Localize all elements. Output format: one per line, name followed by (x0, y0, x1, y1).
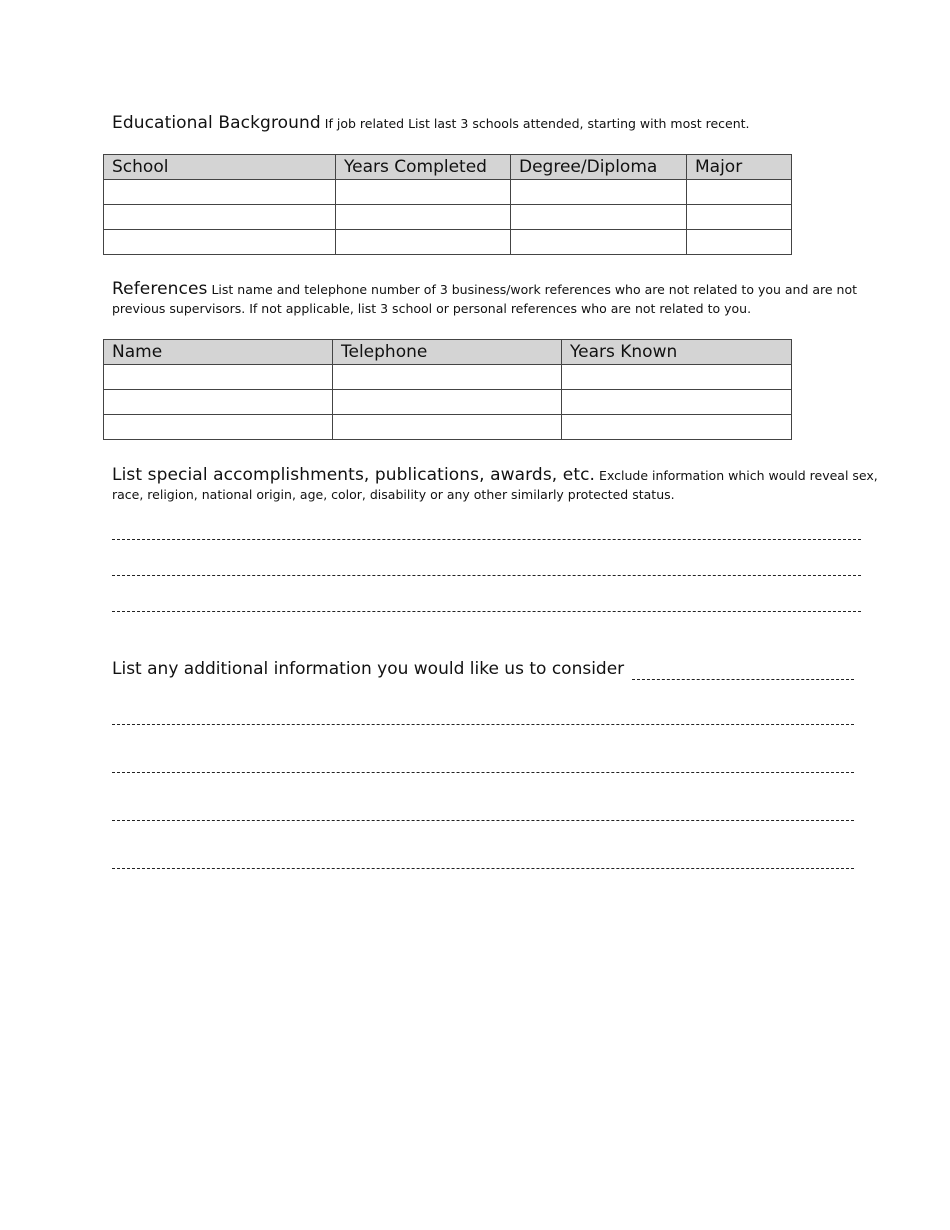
additional-info-line[interactable] (112, 820, 854, 821)
education-title: Educational Background (112, 113, 321, 133)
additional-info-label: List any additional information you would like us to consider (112, 659, 625, 679)
education-table (103, 154, 792, 255)
years-completed-cell[interactable] (336, 180, 511, 205)
table-row (104, 415, 792, 440)
column-header-years-completed: Years Completed (336, 155, 511, 180)
column-header-name: Name (104, 340, 333, 365)
table-row (104, 230, 792, 255)
references-note: List name and telephone number of 3 business/work references who are not related to you and are not previous supervisors. If not applicable, list 3 school or personal references who are not related to you. (112, 282, 858, 316)
references-heading (112, 280, 902, 318)
additional-info-row (112, 658, 854, 680)
additional-info-line[interactable] (112, 772, 854, 773)
years-completed-cell[interactable] (336, 230, 511, 255)
major-cell[interactable] (687, 180, 792, 205)
name-cell[interactable] (104, 365, 333, 390)
column-header-major: Major (687, 155, 792, 180)
school-cell[interactable] (104, 205, 336, 230)
accomplishments-heading (112, 466, 902, 504)
table-row (104, 365, 792, 390)
accomplishments-title: List special accomplishments, publications, awards, etc. (112, 465, 596, 485)
major-cell[interactable] (687, 230, 792, 255)
major-cell[interactable] (687, 205, 792, 230)
degree-diploma-cell[interactable] (511, 205, 687, 230)
column-header-years-known: Years Known (562, 340, 792, 365)
education-heading (112, 114, 902, 133)
references-table (103, 339, 792, 440)
years-known-cell[interactable] (562, 415, 792, 440)
education-note: If job related List last 3 schools attended, starting with most recent. (324, 116, 750, 131)
years-known-cell[interactable] (562, 390, 792, 415)
references-header-row (104, 340, 792, 365)
telephone-cell[interactable] (333, 365, 562, 390)
column-header-telephone: Telephone (333, 340, 562, 365)
accomplishments-line[interactable] (112, 539, 861, 540)
name-cell[interactable] (104, 390, 333, 415)
additional-info-line[interactable] (632, 661, 854, 680)
table-row (104, 180, 792, 205)
telephone-cell[interactable] (333, 390, 562, 415)
years-known-cell[interactable] (562, 365, 792, 390)
additional-info-line[interactable] (112, 868, 854, 869)
table-row (104, 390, 792, 415)
years-completed-cell[interactable] (336, 205, 511, 230)
telephone-cell[interactable] (333, 415, 562, 440)
accomplishments-line[interactable] (112, 575, 861, 576)
additional-info-line[interactable] (112, 724, 854, 725)
accomplishments-line[interactable] (112, 611, 861, 612)
column-header-degree-diploma: Degree/Diploma (511, 155, 687, 180)
accomplishments-note: Exclude information which would reveal sex, race, religion, national origin, age, color, disability or any other similarly protected status. (112, 468, 878, 502)
table-row (104, 205, 792, 230)
degree-diploma-cell[interactable] (511, 230, 687, 255)
degree-diploma-cell[interactable] (511, 180, 687, 205)
school-cell[interactable] (104, 230, 336, 255)
column-header-school: School (104, 155, 336, 180)
education-header-row (104, 155, 792, 180)
name-cell[interactable] (104, 415, 333, 440)
references-title: References (112, 279, 208, 299)
school-cell[interactable] (104, 180, 336, 205)
